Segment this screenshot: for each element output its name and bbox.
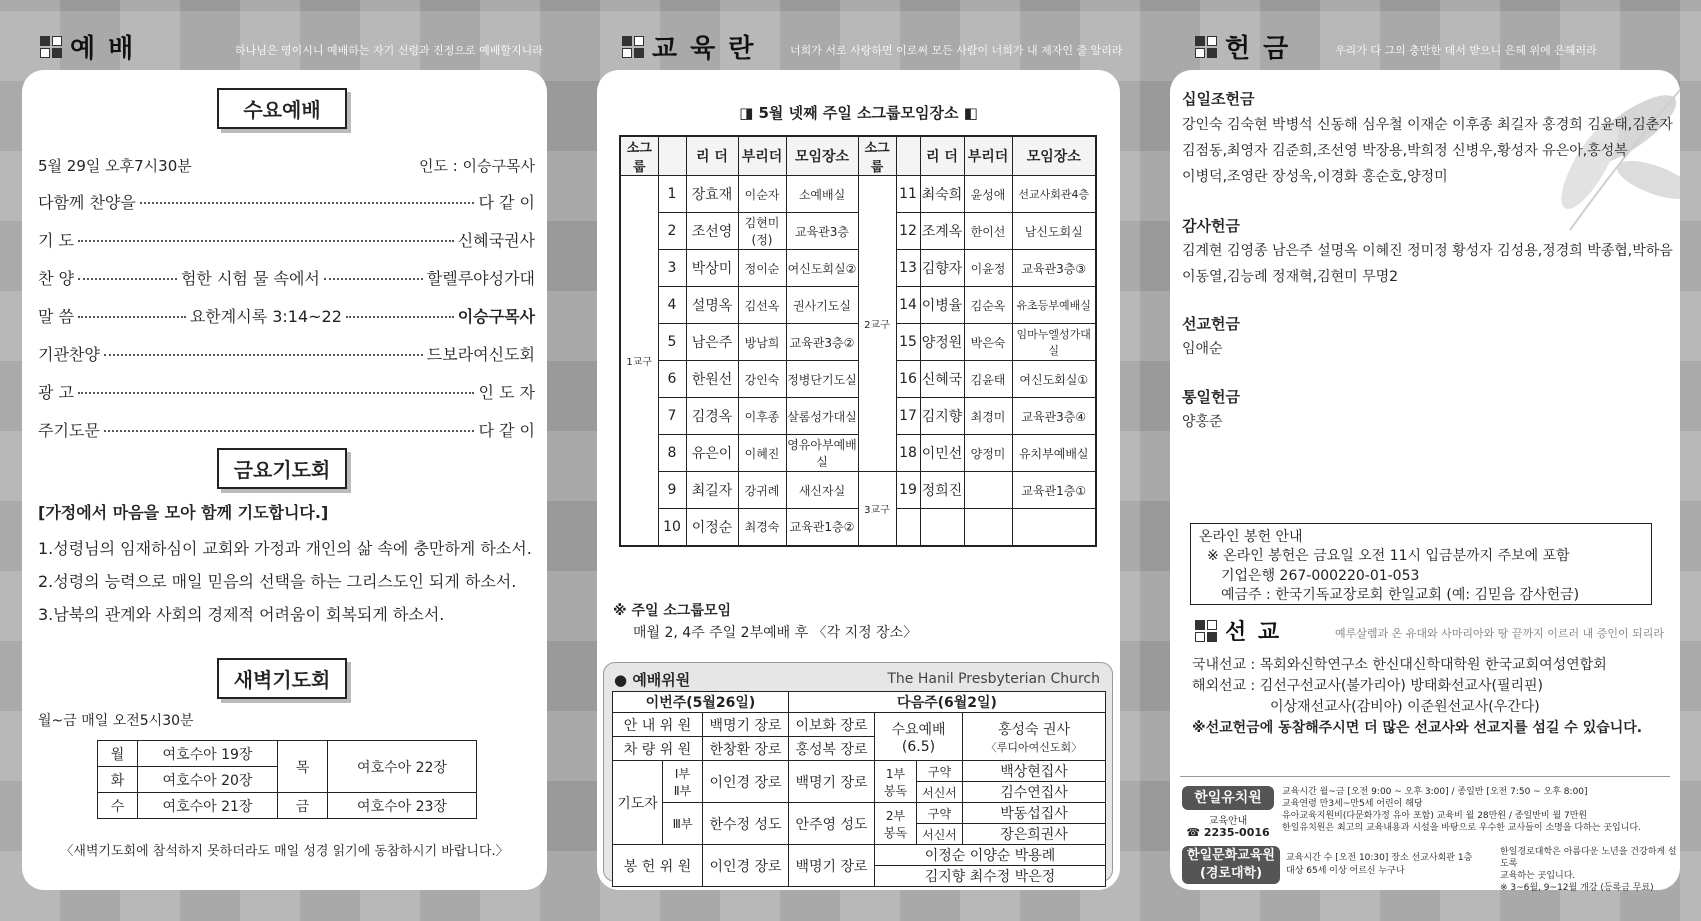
- reading-person: 박동섭집사: [963, 803, 1106, 824]
- table-cell: 10: [658, 509, 686, 546]
- dawn-reading: 여호수아 19장: [138, 741, 278, 767]
- senior-college-name: 한일문화교육원: [1187, 848, 1275, 863]
- section-square-icon: [40, 36, 62, 58]
- dawn-prayer-note: 〈새벽기도회에 참석하지 못하더라도 매일 성경 읽기에 동참하시기 바랍니다.〉: [60, 844, 509, 859]
- section-square-icon: [622, 36, 644, 58]
- table-cell: 이후종: [738, 398, 786, 435]
- bracket-right-icon: ◧: [958, 104, 978, 122]
- section-square-icon: [1195, 620, 1217, 642]
- table-cell: 이윤정: [964, 250, 1012, 287]
- table-cell: 이혜진: [738, 435, 786, 472]
- order-item-label: 말 씀: [38, 307, 74, 326]
- order-item-person: 인 도 자: [478, 383, 535, 402]
- table-cell: 김현미(정): [738, 213, 786, 250]
- table-cell: 교육관3층④: [1012, 398, 1096, 435]
- mission-list: [1192, 655, 1642, 739]
- dawn-reading: 여호수아 21장: [138, 793, 278, 819]
- wednesday-service-date: 5월 29일 오후7시30분: [38, 157, 192, 175]
- reading-person: 김수연집사: [963, 782, 1106, 803]
- table-cell: 15: [896, 324, 920, 361]
- table-cell: 유은이: [686, 435, 738, 472]
- order-item-label: 기관찬양: [38, 345, 100, 364]
- offering-header-verse: 우리가 다 그의 충만한 데서 받으니 은혜 위에 은혜러라: [1335, 44, 1597, 57]
- table-cell: 13: [896, 250, 920, 287]
- prayer-item: 1.성령님의 임재하심이 교회와 가정과 개인의 삶 속에 충만하게 하소서.: [38, 539, 532, 558]
- domestic-missions: 목회와신학연구소 한신대신학대학원 한국교회여성연합회: [1259, 657, 1607, 673]
- unification-offering-title: 통일헌금: [1182, 388, 1240, 406]
- table-cell: 정희진: [920, 472, 964, 509]
- section-square-icon: [1195, 36, 1217, 58]
- thanks-title: 감사헌금: [1182, 217, 1240, 235]
- table-cell: 최숙희: [920, 176, 964, 213]
- kindergarten-info-line: 유아교육지원비(다문화가정 유아 포함) 교육비 월 28만원 / 종일반비 월 7만원: [1282, 811, 1588, 821]
- table-row: [620, 176, 1096, 213]
- thanks-line: 김계현 김영종 남은주 설명옥 이혜진 정미정 황성자 김성용,정경희 박종협,박하음: [1182, 243, 1673, 259]
- church-name-english: The Hanil Presbyterian Church: [887, 671, 1100, 687]
- offering-next-week: 백명기 장로: [789, 845, 875, 887]
- worship-section-title: 예 배: [70, 34, 136, 64]
- table-cell: 여신도회실①: [1012, 361, 1096, 398]
- parish-group: 3교구: [858, 472, 896, 546]
- table-cell: 권사기도실: [786, 287, 858, 324]
- prayer-3-next-week: 안주영 성도: [789, 803, 875, 845]
- table-cell: 7: [658, 398, 686, 435]
- column-header: 부리더: [964, 136, 1012, 176]
- table-cell: 설명옥: [686, 287, 738, 324]
- mission-section-header: [1195, 615, 1281, 646]
- small-group-table: [619, 135, 1097, 547]
- reading-type: 서신서: [917, 824, 963, 845]
- order-row: [38, 228, 535, 251]
- tithe-list: [1182, 112, 1673, 190]
- kindergarten-sub: 교육안내: [1208, 816, 1248, 827]
- order-row: [38, 342, 535, 365]
- offering-this-week: 이인경 장로: [703, 845, 789, 887]
- table-cell: 김향자: [920, 250, 964, 287]
- order-item-label: 기 도: [38, 231, 74, 250]
- friday-prayer-heading: [가정에서 마음을 모아 함께 기도합니다.]: [38, 503, 329, 522]
- online-offering-box: [1190, 523, 1652, 605]
- senior-desc-line: 교육하는 곳입니다.: [1500, 871, 1576, 881]
- table-cell: 최경미: [964, 398, 1012, 435]
- table-cell: 살롬성가대실: [786, 398, 858, 435]
- table-cell: 1: [658, 176, 686, 213]
- table-cell: 남은주: [686, 324, 738, 361]
- order-row: [38, 304, 535, 327]
- senior-info-line: 교육시간 수 [오전 10:30] 장소 선교사회관 1층: [1286, 853, 1473, 863]
- worship-section-header: [40, 28, 135, 65]
- table-cell: 4: [658, 287, 686, 324]
- order-row: [38, 190, 535, 213]
- order-item-title: 요한계시록 3:14~22: [189, 307, 342, 326]
- education-section-header: [622, 28, 755, 65]
- reading-person: 백상현집사: [963, 761, 1106, 782]
- order-item-person: 다 같 이: [478, 421, 535, 440]
- dawn-day: 금: [278, 793, 328, 819]
- table-cell: [964, 509, 1012, 546]
- reading-part: 1부: [885, 766, 906, 781]
- account-holder: 예금주 : 한국기독교장로회 한일교회 (예: 김믿음 감사헌금): [1221, 587, 1580, 603]
- thanks-line: 이동열,김능례 정재혁,김현미 무명2: [1182, 269, 1399, 285]
- senior-college-info: [1286, 852, 1472, 878]
- dawn-day: 목: [278, 741, 328, 793]
- overseas-missions: 김선구선교사(불가리아) 방태화선교사(필리핀): [1259, 678, 1543, 694]
- table-cell: 박은숙: [964, 324, 1012, 361]
- table-cell: 14: [896, 287, 920, 324]
- dawn-reading: 여호수아 22장: [328, 741, 477, 793]
- table-cell: 박상미: [686, 250, 738, 287]
- tithe-line: 김점동,최영자 김준희,조선영 박장용,박희정 신병우,황성자 유은아,홍성복: [1182, 143, 1628, 159]
- overseas-missions: 이상재선교사(감비아) 이준원선교사(우간다): [1270, 699, 1540, 715]
- wednesday-duty-org: 〈루디아여신도회〉: [985, 740, 1083, 754]
- kindergarten-phone: ☎ 2235-0016: [1186, 826, 1270, 839]
- car-next-week: 홍성복 장로: [789, 737, 875, 761]
- dawn-prayer-time: 월~금 매일 오전5시30분: [38, 713, 194, 729]
- usher-label: 안 내 위 원: [613, 713, 703, 737]
- prayer-part-3: Ⅲ부: [663, 803, 703, 845]
- reading-label: 봉독: [883, 825, 908, 840]
- table-cell: 새신자실: [786, 472, 858, 509]
- order-item-person: 이승구목사: [457, 307, 535, 326]
- reading-2-cell: [875, 803, 917, 845]
- column-header: [896, 136, 920, 176]
- car-label: 차 량 위 원: [613, 737, 703, 761]
- kindergarten-badge: 한일유치원: [1182, 786, 1274, 810]
- tithe-line: 강인숙 김숙현 박병석 신동해 심우철 이재순 이후종 최길자 홍경희 김윤태,김춘자: [1182, 117, 1673, 133]
- senior-college-desc: [1500, 846, 1680, 894]
- reading-type: 구약: [917, 803, 963, 824]
- this-week-header: 이번주(5월26일): [613, 692, 789, 713]
- education-header-verse: 너희가 서로 사랑하면 이로써 모든 사람이 너희가 내 제자인 줄 알리라: [790, 44, 1123, 57]
- table-cell: 윤성애: [964, 176, 1012, 213]
- table-cell: 정이순: [738, 250, 786, 287]
- tithe-line: 이병덕,조영란 장성욱,이경화 홍순호,양정미: [1182, 169, 1448, 185]
- wednesday-duty-person-cell: [963, 713, 1106, 761]
- online-offering-title: 온라인 봉헌 안내: [1199, 529, 1303, 545]
- wednesday-service-leader: 인도 : 이승구목사: [418, 157, 535, 175]
- table-cell: 김윤태: [964, 361, 1012, 398]
- table-cell: 이정순: [686, 509, 738, 546]
- table-cell: 한원선: [686, 361, 738, 398]
- usher-this-week: 백명기 장로: [703, 713, 789, 737]
- wednesday-duty-name: 홍성숙 권사: [997, 721, 1071, 738]
- table-cell: 19: [896, 472, 920, 509]
- kindergarten-info-line: 한일유치원은 최고의 교육내용과 시설을 바탕으로 우수한 교사들이 소명을 다하는 곳입니다.: [1282, 823, 1641, 833]
- table-cell: 이민선: [920, 435, 964, 472]
- table-cell: 최경숙: [738, 509, 786, 546]
- offering-section-title: 헌 금: [1225, 34, 1291, 64]
- prayer-part-2: Ⅱ부: [673, 783, 692, 798]
- mission-note: ※선교헌금에 동참해주시면 더 많은 선교사와 선교지를 섬길 수 있습니다.: [1192, 720, 1643, 736]
- reading-label: 봉독: [883, 783, 908, 798]
- table-cell: 교육관1층②: [786, 509, 858, 546]
- offering-panel: [1170, 70, 1680, 893]
- small-group-note-title: ※ 주일 소그룹모임: [613, 603, 732, 619]
- order-item-person: 할렐루야성가대: [426, 269, 536, 288]
- table-cell: 김지향: [920, 398, 964, 435]
- small-group-table-title: [597, 102, 1120, 123]
- table-cell: 2: [658, 213, 686, 250]
- table-cell: 장효재: [686, 176, 738, 213]
- reading-1-cell: [875, 761, 917, 803]
- table-cell: 교육관1층①: [1012, 472, 1096, 509]
- senior-college-badge: [1182, 846, 1280, 884]
- column-header: 소그룹: [858, 136, 896, 176]
- prayer-item: 2.성령의 능력으로 매일 믿음의 선택을 하는 그리스도인 되게 하소서.: [38, 572, 517, 591]
- table-cell: 방남희: [738, 324, 786, 361]
- order-item-person: 드보라여신도회: [426, 345, 535, 364]
- offering-section-header: [1195, 28, 1290, 65]
- committee-title-text: 예배위원: [632, 671, 691, 689]
- domestic-label: 국내선교 :: [1192, 657, 1256, 673]
- wednesday-duty-label: 수요예배: [891, 721, 946, 738]
- dawn-reading: 여호수아 20장: [138, 767, 278, 793]
- overseas-label: 해외선교 :: [1192, 678, 1256, 694]
- table-cell: [1012, 509, 1096, 546]
- bracket-left-icon: ◨: [739, 104, 759, 122]
- order-item-label: 찬 양: [38, 269, 74, 288]
- kindergarten-info-line: 교육시간 월~금 [오전 9:00 ~ 오후 3:00] / 종일반 [오전 7:50 ~ 오후 8:00]: [1282, 787, 1588, 797]
- order-item-label: 주기도문: [38, 421, 100, 440]
- bank-account: 기업은행 267-000220-01-053: [1221, 568, 1420, 584]
- reading-person: 장은희권사: [963, 824, 1106, 845]
- order-row: [38, 418, 535, 441]
- order-item-person: 신혜국권사: [457, 231, 535, 250]
- table-cell: 정병단기도실: [786, 361, 858, 398]
- tithe-title: 십일조헌금: [1182, 90, 1255, 108]
- offering-label: 봉 헌 위 원: [613, 845, 703, 887]
- table-cell: 6: [658, 361, 686, 398]
- divider: [1180, 776, 1670, 777]
- committee-title: ● 예배위원: [614, 671, 691, 689]
- education-section-title: 교 육 란: [652, 34, 756, 64]
- dawn-day: 화: [98, 767, 138, 793]
- order-row: [38, 380, 535, 403]
- table-cell: 교육관3층: [786, 213, 858, 250]
- online-offering-line: ※ 온라인 봉헌은 금요일 오전 11시 입금분까지 주보에 포함: [1207, 548, 1570, 564]
- table-cell: 교육관3층③: [1012, 250, 1096, 287]
- worship-committee-table: [612, 691, 1106, 887]
- table-cell: 양정원: [920, 324, 964, 361]
- table-cell: 김순옥: [964, 287, 1012, 324]
- table-cell: 12: [896, 213, 920, 250]
- table-cell: 18: [896, 435, 920, 472]
- parish-group: 1교구: [620, 176, 658, 546]
- table-cell: 유치부예배실: [1012, 435, 1096, 472]
- dawn-day: 월: [98, 741, 138, 767]
- table-cell: 이병율: [920, 287, 964, 324]
- table-cell: 16: [896, 361, 920, 398]
- table-cell: 신혜국: [920, 361, 964, 398]
- kindergarten-info: [1282, 786, 1641, 834]
- usher-next-week: 이보화 장로: [789, 713, 875, 737]
- table-cell: 교육관3층②: [786, 324, 858, 361]
- dawn-reading: 여호수아 23장: [328, 793, 477, 819]
- order-item-label: 광 고: [38, 383, 74, 402]
- table-cell: 영유아부예배실: [786, 435, 858, 472]
- order-row: [38, 266, 535, 289]
- column-header: 리 더: [686, 136, 738, 176]
- prayer-3-this-week: 한수정 성도: [703, 803, 789, 845]
- friday-prayer-label: 금요기도회: [217, 448, 347, 489]
- column-header: 부리더: [738, 136, 786, 176]
- order-item-title: 험한 시험 물 속에서: [180, 269, 320, 288]
- car-this-week: 한창환 장로: [703, 737, 789, 761]
- worship-header-verse: 하나님은 영이시니 예배하는 자기 신령과 진정으로 예배할지니라: [235, 44, 543, 57]
- table-cell: 5: [658, 324, 686, 361]
- table-cell: 임마누엘성가대실: [1012, 324, 1096, 361]
- prayer-item: 3.남북의 관계와 사회의 경제적 어려움이 회복되게 하소서.: [38, 605, 445, 624]
- table-cell: 남신도회실: [1012, 213, 1096, 250]
- reading-type: 구약: [917, 761, 963, 782]
- table-cell: 9: [658, 472, 686, 509]
- table-cell: 최길자: [686, 472, 738, 509]
- table-cell: 김경옥: [686, 398, 738, 435]
- table-cell: 3: [658, 250, 686, 287]
- table-cell: 양정미: [964, 435, 1012, 472]
- table-cell: [896, 509, 920, 546]
- table-cell: 강인숙: [738, 361, 786, 398]
- worship-panel: [22, 70, 547, 890]
- dawn-reading-table: [97, 740, 477, 819]
- table-cell: 11: [896, 176, 920, 213]
- small-group-note-text: 매월 2, 4주 주일 2부예배 후 〈각 지정 장소〉: [633, 625, 918, 641]
- prayer-part-12: [663, 761, 703, 803]
- reading-part: 2부: [885, 808, 906, 823]
- table-cell: 소예배실: [786, 176, 858, 213]
- column-header: 소그룹: [620, 136, 658, 176]
- mission-offering-title: 선교헌금: [1182, 315, 1240, 333]
- table-cell: 여신도회실②: [786, 250, 858, 287]
- worship-committee-box: [603, 662, 1113, 885]
- table-cell: 조계옥: [920, 213, 964, 250]
- mission-verse: 예루살렘과 온 유대와 사마리아와 땅 끝까지 이르러 내 증인이 되리라: [1335, 627, 1664, 640]
- prayer-12-this-week: 이인경 장로: [703, 761, 789, 803]
- prayer-label: 기도자: [613, 761, 663, 845]
- thanks-list: [1182, 238, 1673, 290]
- order-item-person: 다 같 이: [478, 193, 535, 212]
- column-header: [658, 136, 686, 176]
- dawn-day: 수: [98, 793, 138, 819]
- table-cell: 강귀례: [738, 472, 786, 509]
- table-cell: 17: [896, 398, 920, 435]
- education-panel: [597, 70, 1120, 890]
- kindergarten-info-line: 교육연령 만3세~만5세 어린이 해당: [1282, 799, 1423, 809]
- wednesday-duty-date: (6.5): [901, 738, 936, 755]
- column-header: 리 더: [920, 136, 964, 176]
- prayer-part-1: Ⅰ부: [674, 766, 691, 781]
- table-row: [620, 472, 1096, 509]
- order-item-label: 다함께 찬양을: [38, 193, 136, 212]
- table-cell: [920, 509, 964, 546]
- wednesday-service-label: 수요예배: [217, 88, 347, 129]
- senior-college-sub: (경로대학): [1199, 866, 1263, 881]
- wednesday-duty-cell: [875, 713, 963, 761]
- column-header: 모임장소: [786, 136, 858, 176]
- senior-info-line: 대상 65세 이상 어르신 누구나: [1286, 866, 1405, 876]
- prayer-12-next-week: 백명기 장로: [789, 761, 875, 803]
- table-cell: 유초등부예배실: [1012, 287, 1096, 324]
- reading-type: 서신서: [917, 782, 963, 803]
- table-cell: 선교사회관4층: [1012, 176, 1096, 213]
- table-cell: [964, 472, 1012, 509]
- table-cell: 김선옥: [738, 287, 786, 324]
- column-header: 모임장소: [1012, 136, 1096, 176]
- mission-section-title: 선 교: [1225, 620, 1282, 645]
- dawn-prayer-label: 새벽기도회: [217, 658, 347, 699]
- table-cell: 한이선: [964, 213, 1012, 250]
- offering-members: 김지향 최수정 박은정: [875, 866, 1106, 887]
- mission-offering-names: 임애순: [1182, 341, 1223, 357]
- next-week-header: 다음주(6월2일): [789, 692, 1106, 713]
- offering-members: 이정순 이양순 박용례: [875, 845, 1106, 866]
- senior-desc-line: 한일경로대학은 아름다운 노년을 건강하게 설도록: [1500, 847, 1677, 869]
- table-cell: 8: [658, 435, 686, 472]
- senior-desc-line: ※ 3~6월, 9~12월 개강 (등록금 무료): [1500, 883, 1654, 893]
- table-cell: 이순자: [738, 176, 786, 213]
- unification-offering-names: 양홍준: [1182, 414, 1223, 430]
- table-cell: 조선영: [686, 213, 738, 250]
- parish-group: 2교구: [858, 176, 896, 472]
- small-group-title-text: 5월 넷째 주일 소그룹모임장소: [758, 104, 959, 122]
